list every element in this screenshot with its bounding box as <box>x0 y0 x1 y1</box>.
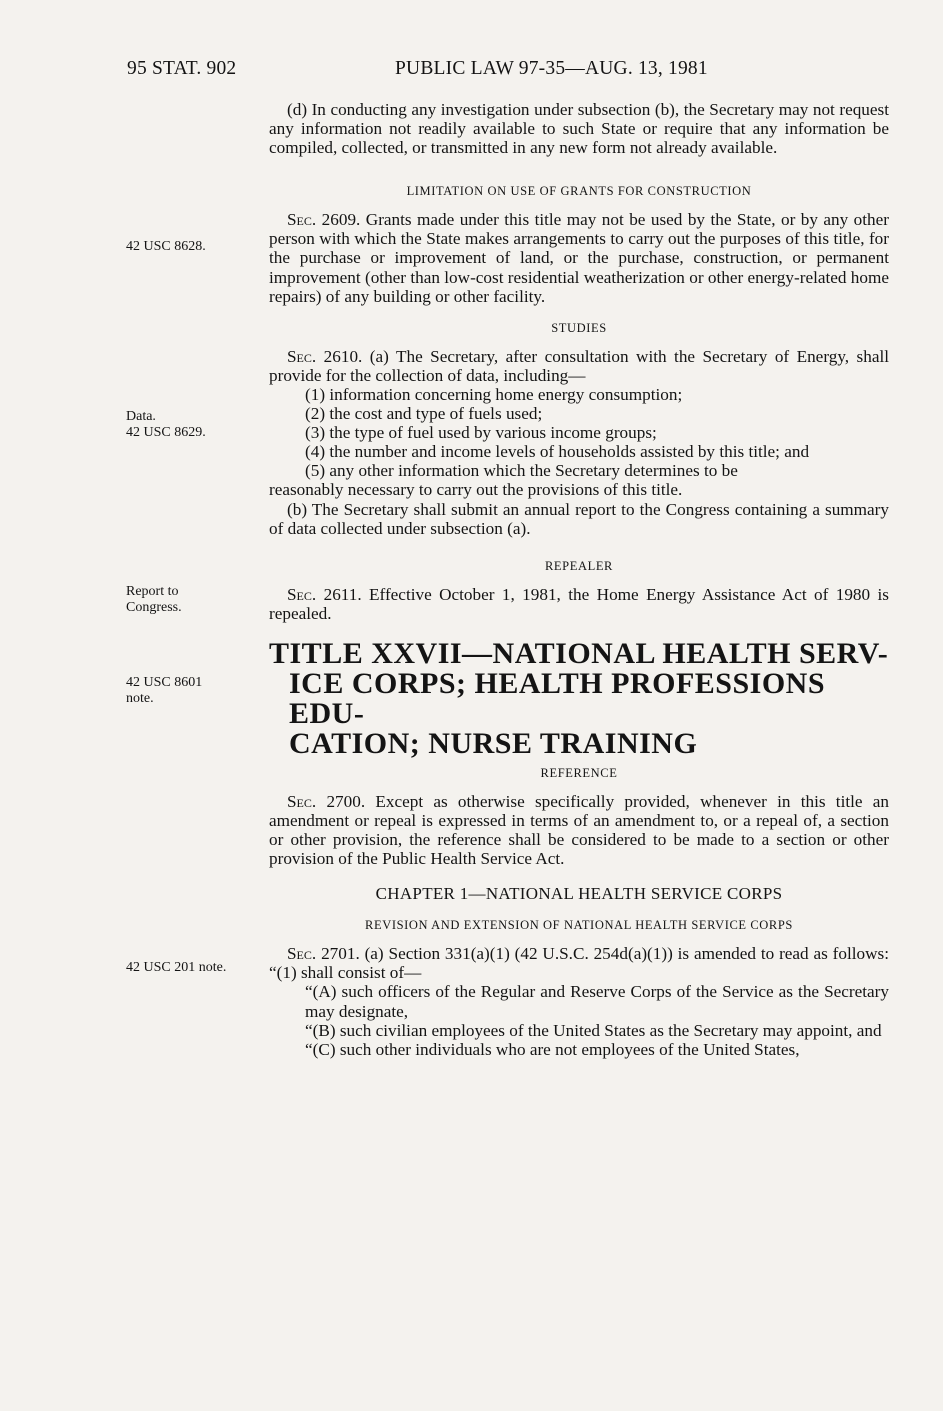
margin-note-42usc8628: 42 USC 8628. <box>126 239 206 254</box>
section-2700-label: Sec. <box>287 791 317 811</box>
margin-note-report <box>126 584 256 615</box>
heading-studies: STUDIES <box>551 320 607 335</box>
section-2700 <box>269 792 889 868</box>
margin-note-note-label: note. <box>126 690 154 706</box>
margin-note-42usc201: 42 USC 201 note. <box>126 960 227 975</box>
list-item-c <box>269 1040 889 1059</box>
title-line-2: ICE CORPS; HEALTH PROFESSIONS EDU- <box>289 666 826 730</box>
page-header-law: PUBLIC LAW 97-35—AUG. 13, 1981 <box>395 58 708 79</box>
section-2611-label: Sec. <box>287 584 317 604</box>
margin-note-report-label: Report to <box>126 584 179 599</box>
list-item-b <box>269 1021 889 1040</box>
page-header-stat: 95 STAT. 902 <box>127 58 237 79</box>
heading-limitation-on-grants: LIMITATION ON USE OF GRANTS FOR CONSTRUCTION <box>406 184 752 199</box>
section-2609-text: 2609. Grants made under this title may not be used by the State, or by any other person with which the State makes arrangements to carry out the purposes of this title, for the purchase or improvement of land, or the purchase, construction, or permanent improvement (other than low-cost residential weatherization or other energy-related home repairs) of any building or other facility. <box>269 210 889 306</box>
section-2701-label: Sec. <box>287 944 317 964</box>
margin-note-data-label: Data. <box>126 409 156 424</box>
list-item-5-line-1: (5) any other information which the Secretary determines to be <box>305 461 738 481</box>
list-item-c-text: “(C) such other individuals who are not employees of the United States, <box>305 1039 800 1059</box>
document-body <box>269 100 889 1059</box>
paragraph-d-investigation: (d) In conducting any investigation under subsection (b), the Secretary may not request any information not readily available to such State or require that any information be compiled, collected, or transmitted in any new form not already available. <box>269 100 889 158</box>
section-2609 <box>269 210 889 305</box>
chapter-1-heading: CHAPTER 1—NATIONAL HEALTH SERVICE CORPS <box>375 884 783 904</box>
section-2611-text: 2611. Effective October 1, 1981, the Home Energy Assistance Act of 1980 is repealed. <box>269 584 889 623</box>
section-2610 <box>269 347 889 385</box>
list-item-4: (4) the number and income levels of households assisted by this title; and <box>305 442 810 462</box>
section-2609-label: Sec. <box>287 210 317 230</box>
section-2701 <box>269 944 889 982</box>
section-2610-text: 2610. (a) The Secretary, after consultation with the Secretary of Energy, shall provide for the collection of data, including— <box>269 346 890 385</box>
list-item-1: (1) information concerning home energy consumption; <box>305 384 683 404</box>
margin-note-42usc8629: 42 USC 8629. <box>126 424 206 440</box>
title-line-1: TITLE XXVII—NATIONAL HEALTH SERV- <box>269 636 889 670</box>
margin-note-42usc8601 <box>126 675 256 706</box>
section-2611 <box>269 585 889 623</box>
list-item-5 <box>269 461 889 499</box>
heading-revision-extension: REVISION AND EXTENSION OF NATIONAL HEALTH SERVICE CORPS <box>365 918 793 933</box>
margin-note-congress-label: Congress. <box>126 599 182 615</box>
title-xxvii-heading <box>269 636 889 760</box>
heading-reference: REFERENCE <box>540 765 618 780</box>
paragraph-b-report: (b) The Secretary shall submit an annual report to the Congress containing a summary of data collected under subsection (a). <box>269 499 889 538</box>
list-item-a-text: “(A) such officers of the Regular and Reserve Corps of the Service as the Secretary may designate, <box>305 982 889 1021</box>
list-item-5-line-2: reasonably necessary to carry out the provisions of this title. <box>269 480 683 500</box>
title-line-3: CATION; NURSE TRAINING <box>289 726 698 760</box>
margin-note-data <box>126 409 256 440</box>
section-2610-label: Sec. <box>287 346 317 366</box>
section-2701-text: 2701. (a) Section 331(a)(1) (42 U.S.C. 254d(a)(1)) is amended to read as follows: “(1) shall consist of— <box>269 944 889 983</box>
list-item-a <box>269 982 889 1020</box>
list-item-3: (3) the type of fuel used by various income groups; <box>305 423 657 443</box>
section-2700-text: 2700. Except as otherwise specifically provided, whenever in this title an amendment or repeal is expressed in terms of an amendment to, or a repeal of, a section or other provision, the reference shall be considered to be made to a section or other provision of the Public Health Service Act. <box>269 791 890 869</box>
list-item-b-text: “(B) such civilian employees of the United States as the Secretary may appoint, and <box>305 1020 882 1040</box>
list-item-2: (2) the cost and type of fuels used; <box>305 404 543 424</box>
heading-repealer: REPEALER <box>545 558 613 573</box>
margin-note-42usc8601-label: 42 USC 8601 <box>126 675 203 690</box>
